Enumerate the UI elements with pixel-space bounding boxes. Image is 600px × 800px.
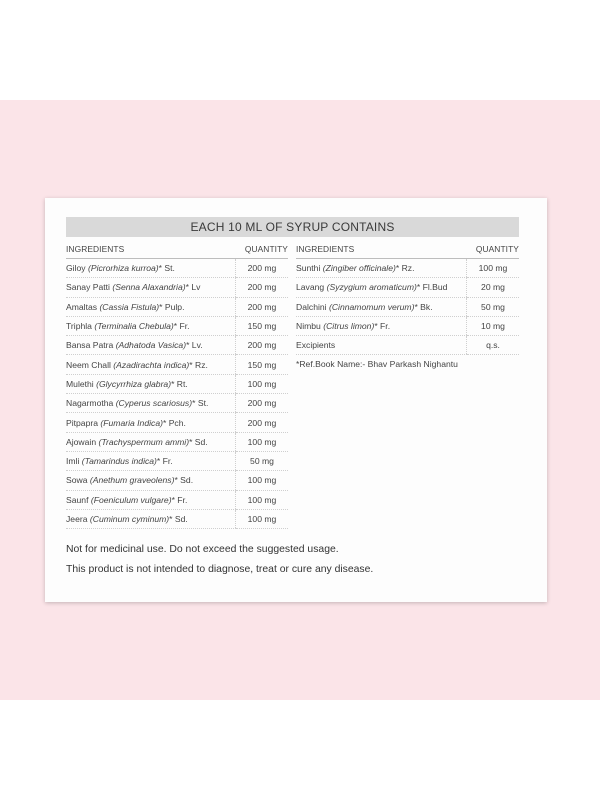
ingredient-quantity: 50 mg: [236, 451, 289, 470]
ingredient-name: Jeera: [66, 514, 88, 524]
ingredient-name-cell: [66, 509, 236, 528]
ingredient-name-cell: [296, 259, 467, 278]
ingredient-quantity: 200 mg: [236, 297, 289, 316]
ingredient-botanical-name: (Foeniculum vulgare): [90, 494, 172, 505]
ingredient-botanical-name: (Zingiber officinale): [322, 263, 396, 274]
ingredient-name: Excipients: [296, 340, 336, 351]
ingredient-name-cell: [296, 278, 467, 297]
ingredient-quantity: 10 mg: [467, 316, 520, 335]
ingredient-botanical-name: (Terminalia Chebula): [94, 321, 174, 332]
ingredient-name: Pitpapra: [66, 417, 99, 428]
ingredient-row: [66, 355, 288, 374]
ingredient-botanical-name: (Citrus limon): [323, 321, 375, 332]
ingredient-botanical-name: (Glycyrrhiza glabra): [96, 378, 172, 389]
column-header-quantity: QUANTITY: [467, 240, 520, 259]
column-header-quantity: QUANTITY: [236, 240, 289, 259]
ingredient-botanical-name: (Tamarindus indica): [81, 456, 157, 467]
column-header-ingredients: INGREDIENTS: [66, 240, 236, 259]
ingredient-botanical-name: (Picrorhiza kurroa): [87, 263, 159, 274]
ingredient-name: Sanay Patti: [66, 282, 110, 293]
ingredient-name: Lavang: [296, 282, 325, 293]
composition-header: EACH 10 ML OF SYRUP CONTAINS: [66, 217, 519, 237]
ingredient-name-cell: [66, 451, 236, 470]
ingredient-name: Dalchini: [296, 301, 327, 312]
ingredient-row: [66, 336, 288, 355]
ingredient-plant-part: * St.: [158, 263, 175, 274]
ingredient-row: [66, 432, 288, 451]
ingredient-botanical-name: (Senna Alaxandria): [112, 282, 186, 293]
ingredient-name-cell: [66, 297, 236, 316]
ingredient-row: [66, 316, 288, 335]
ingredient-name-cell: [66, 471, 236, 490]
ingredient-name-cell: [66, 413, 236, 432]
ingredient-row: [66, 509, 288, 528]
ingredient-quantity: 100 mg: [467, 259, 520, 278]
ingredient-quantity: 100 mg: [236, 490, 289, 509]
disclaimer-diagnosis: This product is not intended to diagnose, treat or cure any disease.: [66, 564, 374, 575]
ingredient-plant-part: * Fr.: [374, 321, 391, 332]
reference-note: *Ref.Book Name:- Bhav Parkash Nighantu: [296, 359, 458, 369]
ingredient-row: [66, 490, 288, 509]
ingredient-name-cell: [66, 374, 236, 393]
ingredient-quantity: 100 mg: [236, 432, 289, 451]
ingredient-name: Bansa Patra: [66, 340, 114, 351]
ingredient-name-cell: [296, 316, 467, 335]
ingredient-name: Imli: [66, 456, 80, 467]
ingredient-quantity: 150 mg: [236, 316, 289, 335]
ingredient-quantity: 150 mg: [236, 355, 289, 374]
ingredient-botanical-name: (Anethum graveolens): [89, 475, 175, 486]
ingredient-botanical-name: (Azadirachta indica): [113, 359, 190, 370]
ingredient-name-cell: [66, 259, 236, 278]
ingredient-name: Mulethi: [66, 378, 94, 389]
table-header-row: [296, 240, 519, 259]
ingredient-name: Sowa: [66, 475, 88, 486]
ingredient-plant-part: * Sd.: [174, 475, 194, 486]
ingredient-quantity: 200 mg: [236, 413, 289, 432]
ingredients-table-right: [296, 240, 519, 355]
ingredient-name-cell: [296, 336, 467, 355]
ingredient-row: [66, 297, 288, 316]
ingredient-row: [66, 394, 288, 413]
table-header-row: [66, 240, 288, 259]
ingredient-row: [296, 336, 519, 355]
ingredient-quantity: 50 mg: [467, 297, 520, 316]
ingredient-quantity: 100 mg: [236, 374, 289, 393]
ingredient-plant-part: * Pulp.: [159, 301, 185, 312]
ingredient-botanical-name: (Cuminum cyminum): [89, 514, 170, 524]
ingredient-plant-part: * Fl.Bud: [416, 282, 448, 293]
ingredient-plant-part: * St.: [192, 398, 209, 409]
ingredient-botanical-name: (Adhatoda Vasica): [115, 340, 187, 351]
ingredient-quantity: 100 mg: [236, 509, 289, 528]
column-header-ingredients: INGREDIENTS: [296, 240, 467, 259]
ingredient-plant-part: * Pch.: [162, 417, 186, 428]
ingredient-quantity: 200 mg: [236, 336, 289, 355]
ingredient-plant-part: * Bk.: [414, 301, 433, 312]
ingredient-name: Amaltas: [66, 301, 98, 312]
ingredient-name-cell: [66, 336, 236, 355]
ingredient-name-cell: [296, 297, 467, 316]
ingredient-name: Giloy: [66, 263, 86, 274]
ingredient-quantity: 20 mg: [467, 278, 520, 297]
ingredient-name-cell: [66, 278, 236, 297]
ingredient-row: [296, 316, 519, 335]
ingredient-quantity: 200 mg: [236, 394, 289, 413]
ingredient-row: [66, 471, 288, 490]
ingredient-quantity: 200 mg: [236, 259, 289, 278]
ingredient-name-cell: [66, 432, 236, 451]
ingredient-botanical-name: (Fumaria Indica): [100, 417, 163, 428]
ingredient-name: Ajowain: [66, 436, 97, 447]
ingredient-row: [296, 259, 519, 278]
ingredient-name: Neem Chall: [66, 359, 111, 370]
ingredient-row: [66, 374, 288, 393]
ingredient-botanical-name: (Trachyspermum ammi): [98, 436, 190, 447]
disclaimer-usage: Not for medicinal use. Do not exceed the suggested usage.: [66, 544, 339, 555]
ingredient-plant-part: * Sd.: [169, 514, 188, 524]
ingredient-plant-part: * Rt.: [171, 378, 188, 389]
ingredient-botanical-name: (Cinnamomum verum): [328, 301, 415, 312]
ingredient-row: [66, 278, 288, 297]
ingredient-row: [296, 297, 519, 316]
ingredient-name-cell: [66, 355, 236, 374]
label-card: [45, 198, 547, 602]
ingredient-plant-part: * Rz.: [395, 263, 415, 274]
ingredient-name: Saunf: [66, 494, 89, 505]
ingredient-quantity: 200 mg: [236, 278, 289, 297]
ingredient-name-cell: [66, 316, 236, 335]
ingredient-botanical-name: (Syzygium aromaticum): [326, 282, 417, 293]
ingredient-name: Nagarmotha: [66, 398, 114, 409]
ingredient-quantity: q.s.: [467, 336, 520, 355]
ingredient-name: Sunthi: [296, 263, 321, 274]
ingredient-name: Nimbu: [296, 321, 321, 332]
ingredient-plant-part: * Rz.: [189, 359, 208, 370]
ingredient-row: [296, 278, 519, 297]
ingredient-quantity: 100 mg: [236, 471, 289, 490]
ingredient-name-cell: [66, 490, 236, 509]
ingredient-plant-part: * Lv.: [186, 340, 203, 351]
ingredient-name: Triphla: [66, 321, 92, 332]
ingredient-row: [66, 259, 288, 278]
ingredient-plant-part: * Sd.: [189, 436, 208, 447]
ingredient-row: [66, 413, 288, 432]
ingredient-name-cell: [66, 394, 236, 413]
ingredient-botanical-name: (Cyperus scariosus): [115, 398, 193, 409]
ingredients-table-left: [66, 240, 288, 529]
ingredient-plant-part: * Lv: [185, 282, 201, 293]
ingredient-plant-part: * Fr.: [173, 321, 190, 332]
ingredient-plant-part: * Fr.: [156, 456, 173, 467]
ingredient-botanical-name: (Cassia Fistula): [99, 301, 160, 312]
ingredient-plant-part: * Fr.: [171, 494, 188, 505]
ingredient-row: [66, 451, 288, 470]
